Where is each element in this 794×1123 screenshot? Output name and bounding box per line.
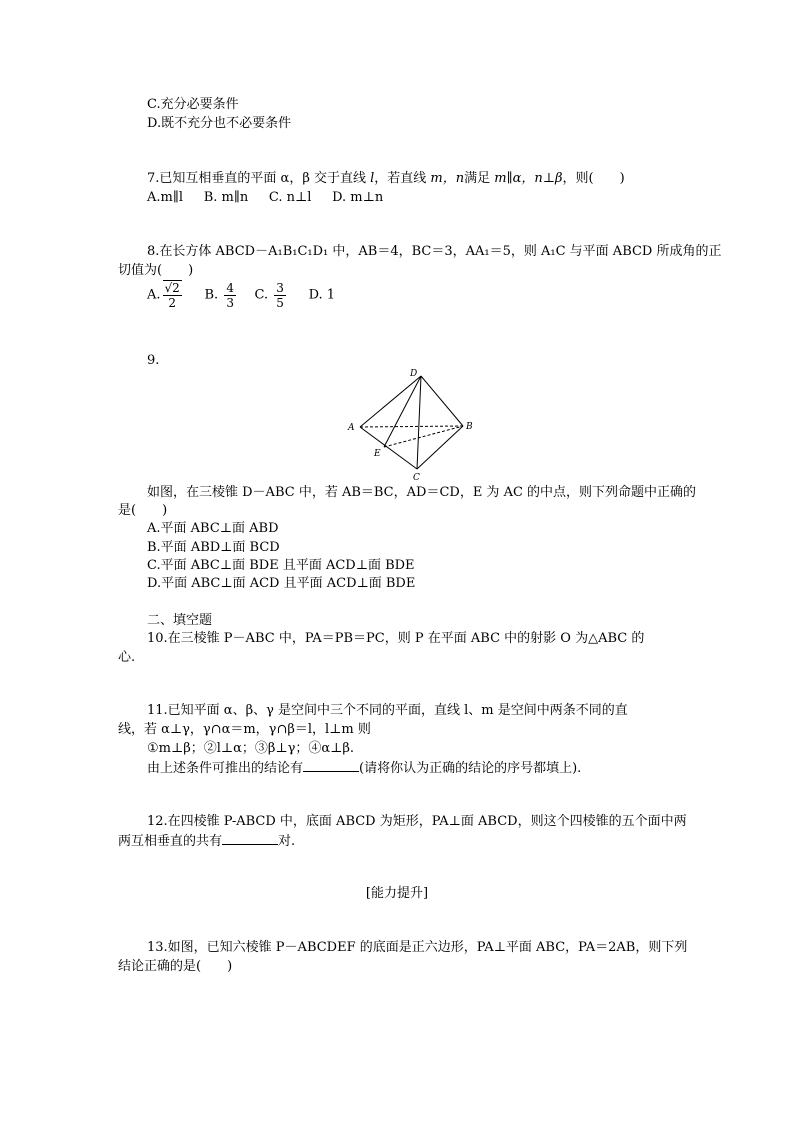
q8-stem-line2: 切值为( ) (118, 263, 194, 278)
q11-statements: ①m⊥β；②l⊥α；③β⊥γ；④α⊥β. (147, 741, 355, 756)
edge-de (384, 376, 421, 447)
q7-stem-d: ，则( ) (562, 171, 625, 186)
q7-lines-mn: m，n (430, 171, 465, 186)
edge-dc (417, 376, 421, 469)
q11-stem-line2: 线，若 α⊥γ，γ∩α＝m，γ∩β＝l，l⊥m 则 (118, 722, 371, 737)
q8-option-c-numerator: 3 (276, 280, 284, 295)
q12-line2-b: 对. (278, 834, 296, 849)
q8-option-a-numerator: √2 (164, 281, 180, 295)
q11-stem-line1: 11.已知平面 α、β、γ 是空间中三个不同的平面，直线 l、m 是空间中两条不同的直 (147, 703, 628, 718)
label-b: B (466, 422, 473, 432)
q9-number: 9. (147, 353, 160, 368)
q8-options (147, 280, 335, 311)
q8-option-a-denominator: 2 (168, 296, 176, 310)
q12-stem-line2 (118, 832, 295, 851)
q10-stem-line1: 10.在三棱锥 P－ABC 中，PA＝PB＝PC，则 P 在平面 ABC 中的射影 O 为△ABC 的 (147, 631, 645, 646)
q8-option-b-fraction (224, 281, 236, 310)
label-c: C (413, 473, 420, 483)
q8-option-c-fraction (274, 281, 286, 310)
section-fill-in-heading: 二、填空题 (147, 613, 213, 628)
edge-ac (360, 427, 417, 469)
q9-tetrahedron-figure (340, 364, 480, 484)
q9-option-d: D.平面 ABC⊥面 ACD 且平面 ACD⊥面 BDE (147, 576, 416, 591)
q6-option-c: C.充分必要条件 (147, 97, 239, 112)
section-ability-heading: [能力提升] (365, 886, 429, 901)
q13-stem-line2: 结论正确的是( ) (118, 959, 233, 974)
q12-answer-blank (222, 832, 278, 845)
q7-option-d: D. m⊥n (332, 190, 384, 205)
q8-option-c-denominator: 5 (276, 295, 284, 310)
q9-option-a: A.平面 ABC⊥面 ABD (147, 521, 279, 536)
q13-stem-line1: 13.如图，已知六棱锥 P－ABCDEF 的底面是正六边形，PA⊥平面 ABC，PA＝2AB，则下列 (147, 940, 688, 955)
q12-line2-a: 两互相垂直的共有 (118, 834, 223, 849)
q10-stem-line2: 心. (118, 650, 136, 665)
q7-option-b: B. m∥n (203, 190, 249, 205)
q8-option-a-label: A. (147, 287, 161, 303)
label-a: A (348, 423, 355, 433)
q7-options (147, 189, 383, 207)
q8-option-b-numerator: 4 (226, 280, 234, 295)
q8-option-b-denominator: 3 (226, 295, 234, 310)
q8-option-c-label: C. (254, 287, 269, 303)
edge-db (421, 376, 463, 426)
q7-option-a: A.m∥l (147, 190, 184, 205)
q7-stem (147, 170, 625, 188)
label-d: D (410, 369, 418, 379)
q7-option-c: C. n⊥l (268, 190, 312, 205)
q11-line4-b: (请将你认为正确的结论的序号都填上). (359, 761, 582, 776)
label-e: E (374, 449, 381, 459)
q9-option-b: B.平面 ABD⊥面 BCD (147, 540, 280, 555)
q8-stem-line1: 8.在长方体 ABCD－A₁B₁C₁D₁ 中，AB＝4，BC＝3，AA₁＝5，则 A₁C 与平面 ABCD 所成角的正 (147, 244, 722, 259)
edge-da (360, 376, 421, 427)
q7-stem-b: ，若直线 (374, 171, 431, 186)
q8-option-d: D. 1 (308, 287, 336, 303)
q8-option-a-fraction (163, 280, 182, 310)
q6-option-d: D.既不充分也不必要条件 (147, 116, 292, 131)
q7-stem-a: 7.已知互相垂直的平面 α，β 交于直线 (147, 171, 371, 186)
q7-condition: m∥α，n⊥β (494, 171, 563, 186)
q11-line4-a: 由上述条件可推出的结论有 (147, 761, 304, 776)
q7-stem-c: 满足 (464, 171, 495, 186)
q12-stem-line1: 12.在四棱锥 P-ABCD 中，底面 ABCD 为矩形，PA⊥面 ABCD，则这个四棱锥的五个面中两 (147, 814, 687, 829)
q11-answer-blank (303, 759, 359, 772)
edge-ab-hidden (360, 426, 463, 427)
q8-option-b-label: B. (204, 287, 219, 303)
q9-stem-line2: 是( ) (118, 503, 168, 518)
q7-line-l: l (370, 171, 375, 186)
q9-stem-line1: 如图，在三棱锥 D－ABC 中，若 AB＝BC，AD＝CD，E 为 AC 的中点，则下列命题中正确的 (147, 485, 697, 500)
q11-stem-line4 (147, 759, 581, 778)
q9-option-c: C.平面 ABC⊥面 BDE 且平面 ACD⊥面 BDE (147, 558, 415, 573)
